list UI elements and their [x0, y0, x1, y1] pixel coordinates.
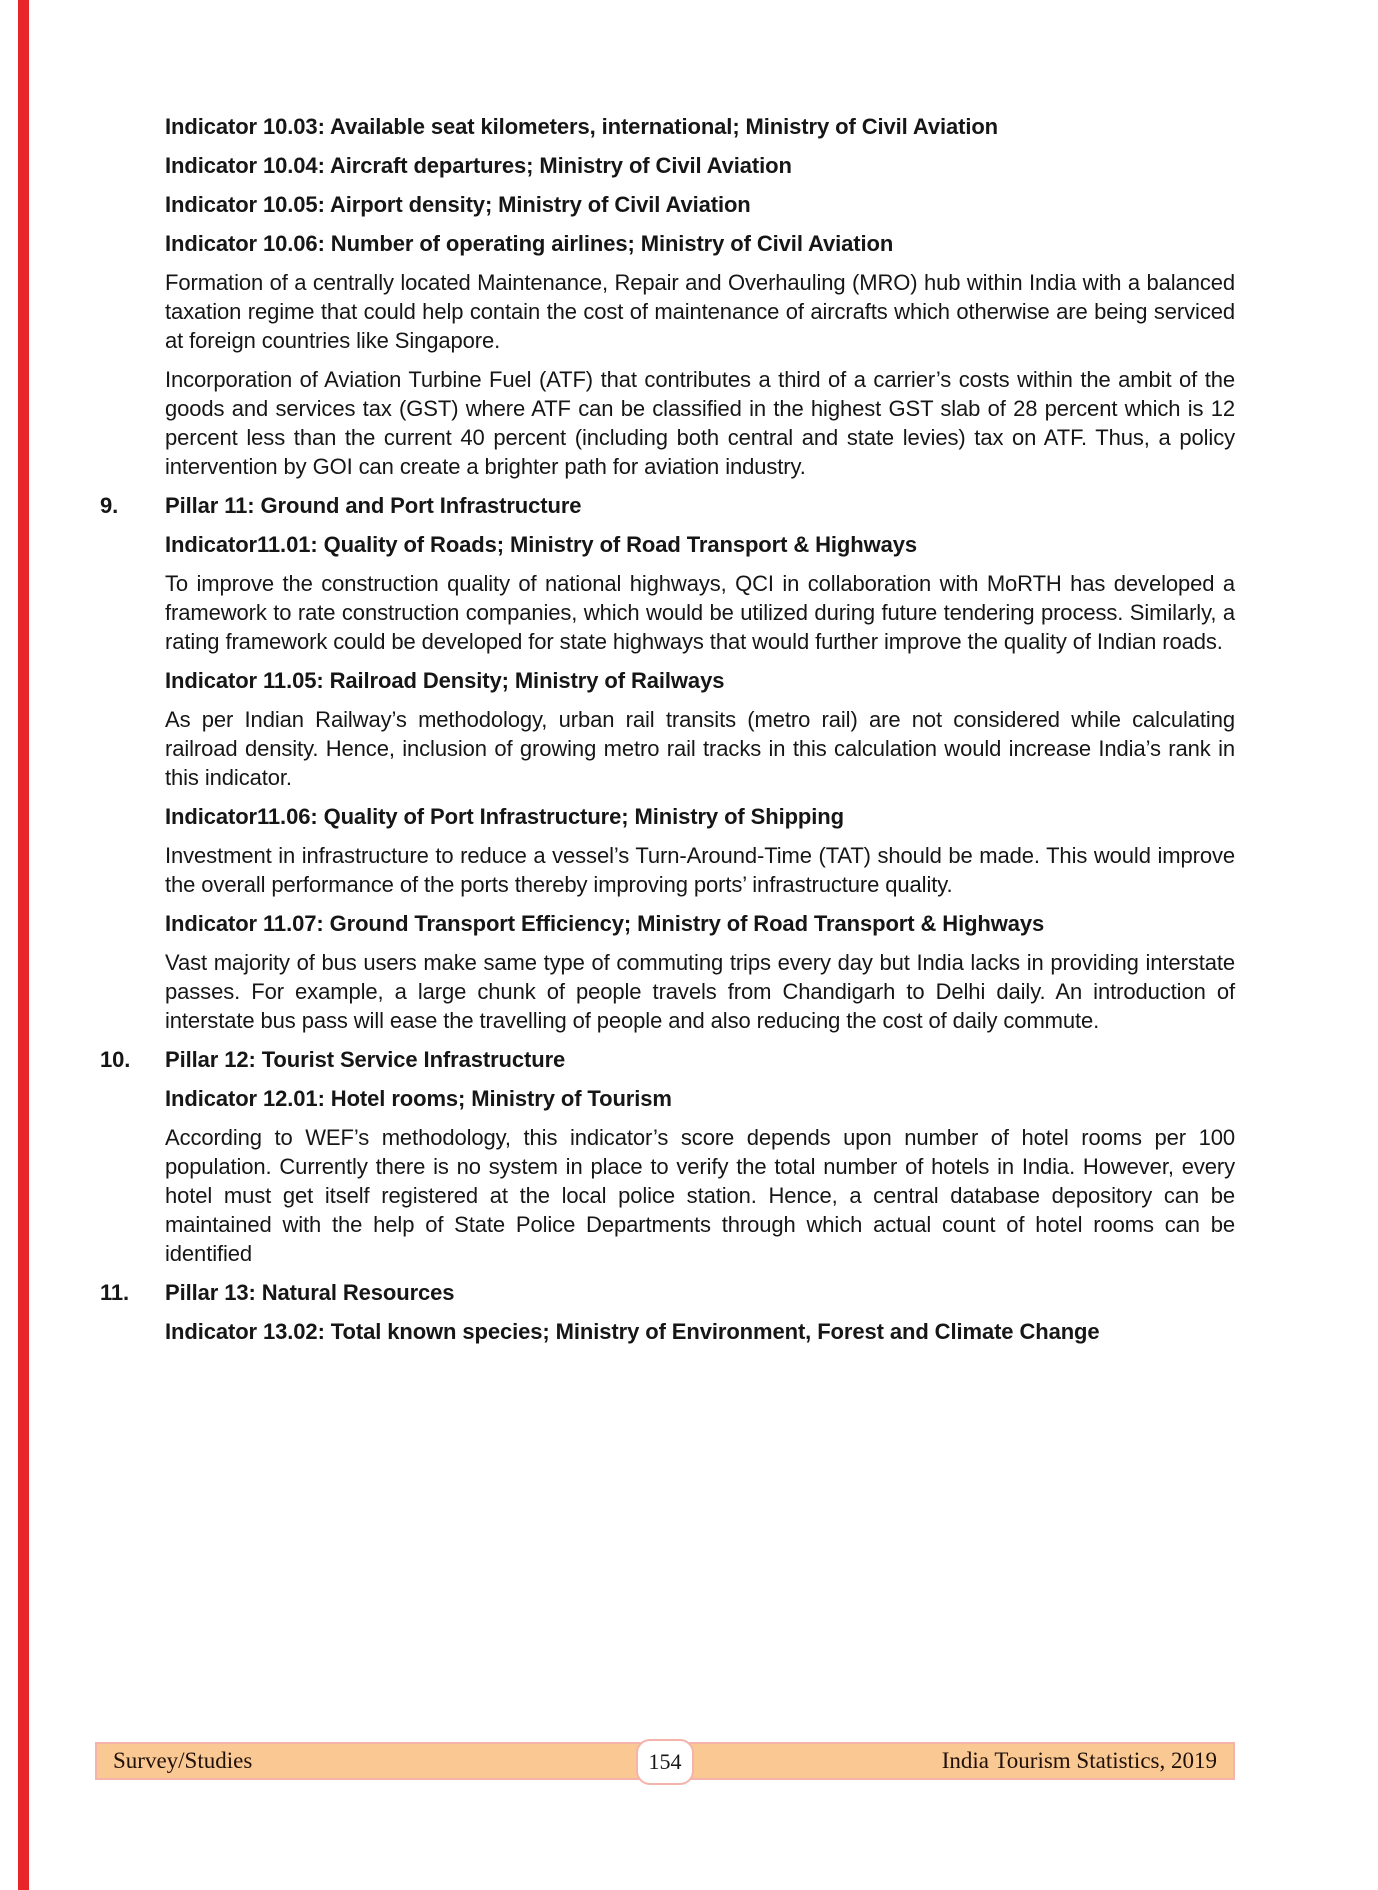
- pillar-title: Pillar 11: Ground and Port Infrastructure: [165, 493, 582, 518]
- indicator-heading: Indicator 10.04: Aircraft departures; Ministry of Civil Aviation: [165, 153, 792, 178]
- body-paragraph: Formation of a centrally located Maintenance, Repair and Overhauling (MRO) hub within India with a balanced taxation regime that could help contain the cost of maintenance of aircrafts which otherwise are being serviced at foreign countries like Singapore.: [165, 270, 1235, 353]
- indicator-heading: Indicator 12.01: Hotel rooms; Ministry of Tourism: [165, 1086, 672, 1111]
- indicator-heading: Indicator 13.02: Total known species; Ministry of Environment, Forest and Climate Change: [165, 1319, 1100, 1344]
- indicator-heading: Indicator11.06: Quality of Port Infrastructure; Ministry of Shipping: [165, 804, 844, 829]
- indicator-heading: Indicator 10.05: Airport density; Ministry of Civil Aviation: [165, 192, 751, 217]
- indicator-heading: Indicator 11.07: Ground Transport Efficiency; Ministry of Road Transport & Highways: [165, 911, 1045, 936]
- body-paragraph: Incorporation of Aviation Turbine Fuel (ATF) that contributes a third of a carrier’s costs within the ambit of the goods and services tax (GST) where ATF can be classified in the highest GST slab of 28 percent which is 12 percent less than the current 40 percent (including both central and state levies) tax on ATF. Thus, a policy intervention by GOI can create a brighter path for aviation industry.: [165, 367, 1235, 479]
- indicator-heading: Indicator 11.05: Railroad Density; Ministry of Railways: [165, 668, 725, 693]
- pillar-number: 11.: [100, 1280, 130, 1305]
- body-paragraph: As per Indian Railway’s methodology, urban rail transits (metro rail) are not considered while calculating railroad density. Hence, inclusion of growing metro rail tracks in this calculation would increase India’s rank in this indicator.: [165, 707, 1235, 790]
- pillar-title: Pillar 12: Tourist Service Infrastructure: [165, 1047, 566, 1072]
- page-number-badge: [636, 1739, 694, 1785]
- indicator-heading: Indicator11.01: Quality of Roads; Ministry of Road Transport & Highways: [165, 532, 918, 557]
- pillar-number: 10.: [100, 1047, 131, 1072]
- left-accent-stripe: [18, 0, 29, 1890]
- document-content: [100, 112, 1235, 1356]
- body-paragraph: Vast majority of bus users make same type of commuting trips every day but India lacks in providing interstate passes. For example, a large chunk of people travels from Chandigarh to Delhi daily. An introduction of interstate bus pass will ease the travelling of people and also reducing the cost of daily commute.: [165, 950, 1235, 1033]
- indicator-heading: Indicator 10.06: Number of operating airlines; Ministry of Civil Aviation: [165, 231, 894, 256]
- footer-document-title: India Tourism Statistics, 2019: [941, 1748, 1217, 1773]
- body-paragraph: To improve the construction quality of national highways, QCI in collaboration with MoRTH has developed a framework to rate construction companies, which would be utilized during future tendering process. Similarly, a rating framework could be developed for state highways that would further improve the quality of Indian roads.: [165, 571, 1235, 654]
- pillar-title: Pillar 13: Natural Resources: [165, 1280, 455, 1305]
- page-number: 154: [648, 1749, 682, 1774]
- footer-section-label: Survey/Studies: [113, 1748, 253, 1773]
- body-paragraph: According to WEF’s methodology, this indicator’s score depends upon number of hotel rooms per 100 population. Currently there is no system in place to verify the total number of hotels in India. However, every hotel must get itself registered at the local police station. Hence, a central database depository can be maintained with the help of State Police Departments through which actual count of hotel rooms can be identified: [165, 1125, 1235, 1266]
- body-paragraph: Investment in infrastructure to reduce a vessel’s Turn-Around-Time (TAT) should be made. This would improve the overall performance of the ports thereby improving ports’ infrastructure quality.: [165, 843, 1235, 897]
- footer-bar: [95, 1742, 1235, 1780]
- pillar-item: [100, 1278, 1235, 1307]
- pillar-item: [100, 491, 1235, 520]
- pillar-number: 9.: [100, 493, 119, 518]
- indicator-heading: Indicator 10.03: Available seat kilometers, international; Ministry of Civil Aviation: [165, 114, 999, 139]
- pillar-item: [100, 1045, 1235, 1074]
